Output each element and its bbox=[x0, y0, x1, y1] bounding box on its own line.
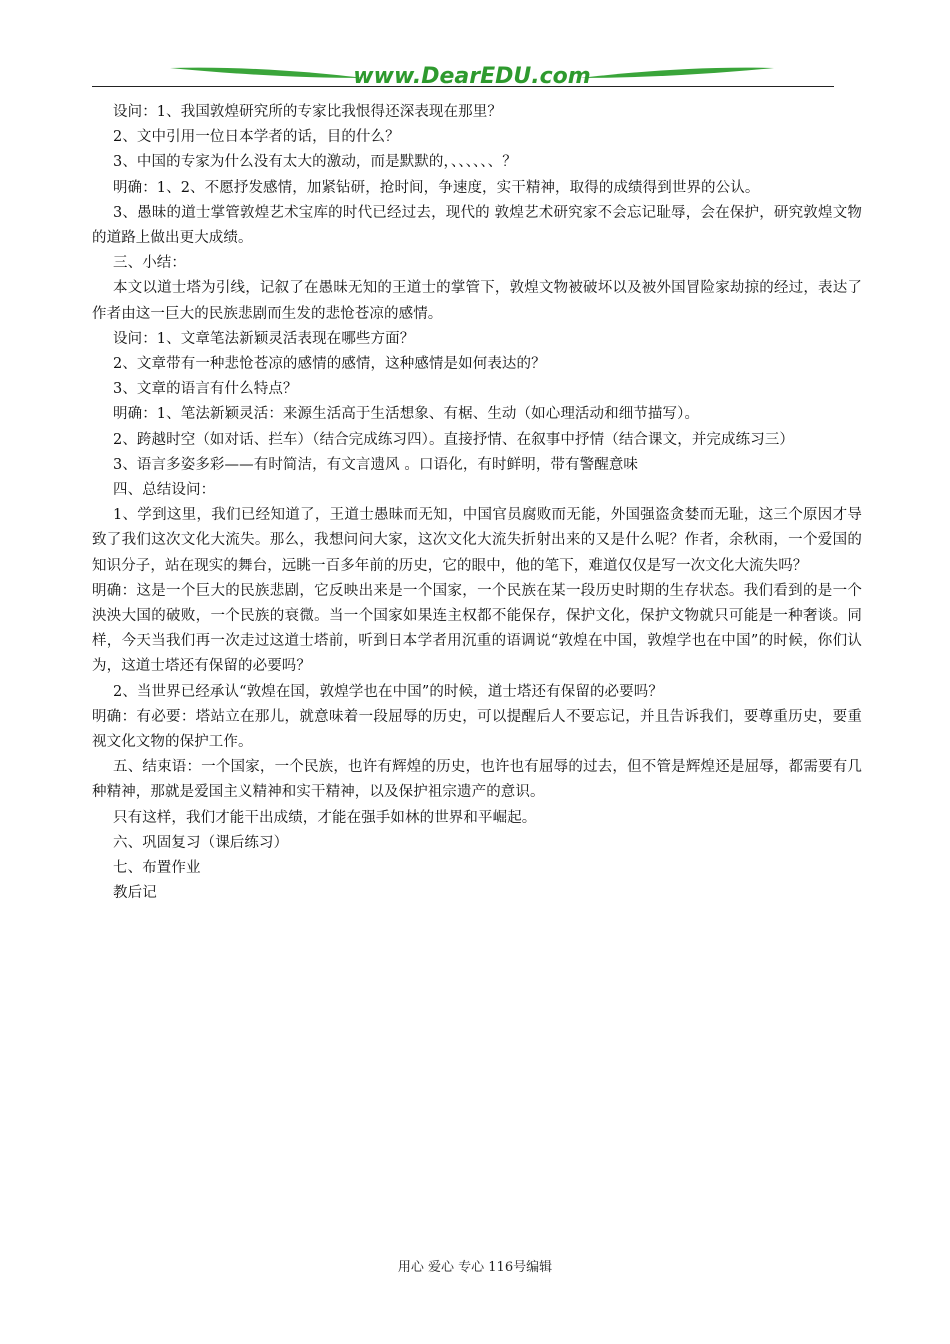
answer-1: 明确：1、2、不愿抒发感情，加紧钻研，抢时间，争速度，实干精神，取得的成绩得到世界的公认。 bbox=[113, 179, 760, 196]
question-style-2: 2、文章带有一种悲怆苍凉的感情的感情，这种感情是如何表达的？ bbox=[113, 356, 546, 373]
right-swoosh-graphic bbox=[580, 68, 774, 78]
conclusion-answer-1: 明确：这是一个巨大的民族悲剧，它反映出来是一个国家，一个民族在某一段历史时期的生存状态。我们看到的是一个泱泱大国的破败，一个民族的衰微。当一个国家如果连主权都不能保存，保护文化，保护文物就只可能是一种奢谈。同样，今天当我们再一次走过这道士塔前，听到日本学者用沉重的语调说“敦煌在中国，敦煌学也在中国”的时候，你们认为，这道士塔还有保留的必要吗？ bbox=[92, 582, 862, 675]
answer-3: 3、愚昧的道士掌管敦煌艺术宝库的时代已经过去，现代的 敦煌艺术研究家不会忘记耻辱，会在保护，研究敦煌文物的道路上做出更大成绩。 bbox=[92, 204, 862, 247]
page-footer: 用心 爱心 专心 116号编辑 bbox=[397, 1260, 553, 1275]
summary-paragraph: 本文以道士塔为引线，记叙了在愚昧无知的王道士的掌管下，敦煌文物被破坏以及被外国冒险家劫掠的经过，表达了作者由这一巨大的民族悲剧而生发的悲怆苍凉的感情。 bbox=[92, 280, 862, 322]
question-3: 3、中国的专家为什么没有太大的激动，而是默默的，、、、、、、？ bbox=[113, 154, 517, 171]
document-body bbox=[92, 100, 862, 907]
answer-style-1: 明确：1、笔法新颖灵活：来源生活高于生活想象、有椐、生动（如心理活动和细节描写）。 bbox=[113, 406, 700, 423]
closing-remarks: 五、结束语：一个国家，一个民族，也许有辉煌的历史，也许也有屈辱的过去，但不管是辉煌还是屈辱，都需要有几种精神，那就是爱国主义精神和实干精神，以及保护祖宗遗产的意识。 bbox=[92, 759, 862, 801]
question-style-3: 3、文章的语言有什么特点？ bbox=[113, 381, 298, 398]
conclusion-answer-2: 明确：有必要：塔站立在那儿，就意味着一段屈辱的历史，可以提醒后人不要忘记，并且告诉我们，要尊重历史，要重视文化文物的保护工作。 bbox=[92, 708, 862, 751]
section-heading-summary: 三、小结： bbox=[113, 255, 186, 272]
section-heading-conclusion: 四、总结设问： bbox=[113, 482, 216, 499]
conclusion-question-1: 1、学到这里，我们已经知道了，王道士愚昧而无知，中国官员腐败而无能，外国强盗贪婪而无耻，这三个原因才导致了我们这次文化大流失。那么，我想问问大家，这次文化大流失折射出来的又是什么呢？作者，余秋雨，一个爱国的知识分子，站在现实的舞台，远眺一百多年前的历史，它的眼中，他的笔下，难道仅仅是写一次文化大流失吗？ bbox=[92, 507, 862, 574]
question-2: 2、文中引用一位日本学者的话，目的什么？ bbox=[113, 129, 400, 146]
closing-line: 只有这样，我们才能干出成绩，才能在强手如林的世界和平崛起。 bbox=[113, 809, 537, 826]
answer-style-3: 3、语言多姿多彩——有时简洁，有文言遗风 。口语化，有时鲜明，带有警醒意味 bbox=[113, 456, 639, 473]
header-divider bbox=[92, 86, 834, 87]
left-swoosh-graphic bbox=[170, 68, 364, 78]
teaching-notes-heading: 教后记 bbox=[113, 885, 157, 902]
section-heading-review: 六、巩固复习（课后练习） bbox=[113, 834, 289, 851]
site-logo-text: www.DearEDU.com bbox=[353, 64, 591, 89]
question-style-1: 设问：1、文章笔法新颖灵活表现在哪些方面？ bbox=[113, 330, 415, 347]
section-heading-homework: 七、布置作业 bbox=[113, 860, 201, 877]
question-intro: 设问：1、我国敦煌研究所的专家比我恨得还深表现在那里？ bbox=[113, 104, 502, 120]
conclusion-question-2: 2、当世界已经承认“敦煌在国，敦煌学也在中国”的时候，道士塔还有保留的必要吗？ bbox=[113, 683, 663, 700]
answer-style-2: 2、跨越时空（如对话、拦车）（结合完成练习四）。直接抒情、在叙事中抒情（结合课文，并完成练习三） bbox=[113, 431, 795, 448]
